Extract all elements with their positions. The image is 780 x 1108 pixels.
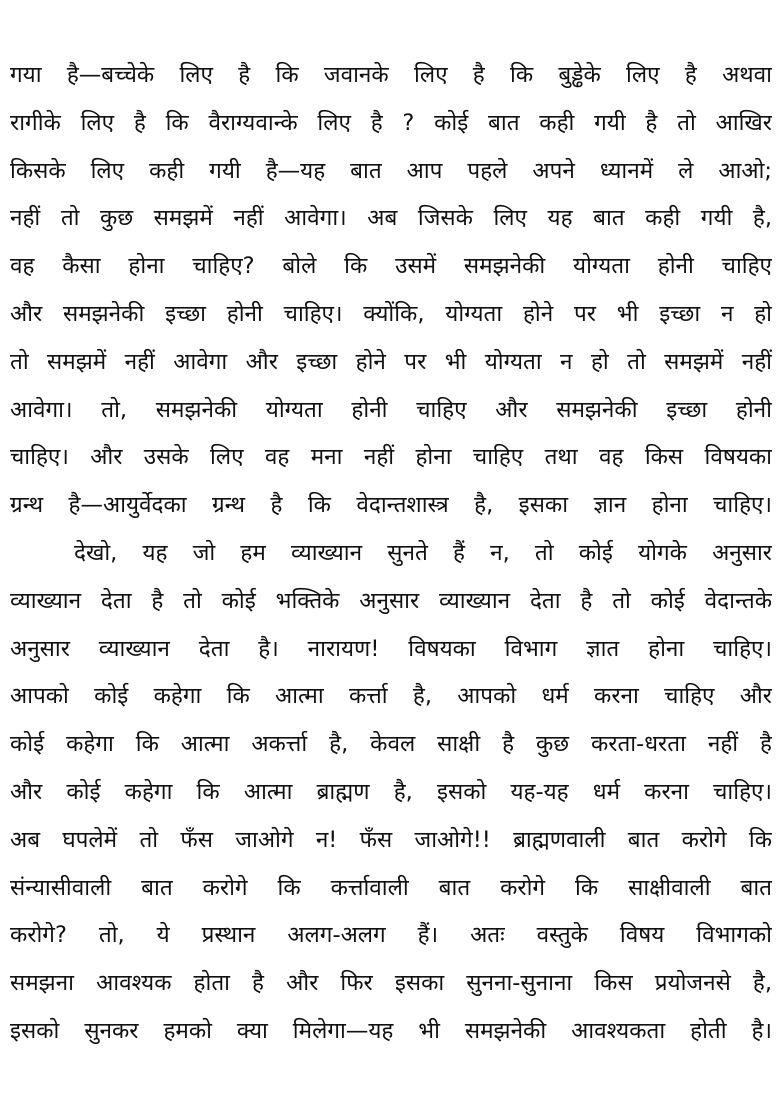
paragraph-2 [10, 530, 772, 1056]
text-line: गया है—बच्चेके लिए है कि जवानके लिए है कि बुड्ढेके लिए है अथवा [10, 62, 772, 88]
text-line: रागीके लिए है कि वैराग्यवान्के लिए है ? कोई बात कही गयी है तो आखिर [10, 109, 772, 136]
text-line: किसके लिए कही गयी है—यह बात आप पहले अपने ध्यानमें ले आओ; [10, 157, 772, 184]
text-line: अनुसार व्याख्यान देता है। नारायण! विषयका विभाग ज्ञात होना चाहिए। [10, 635, 772, 662]
text-line: नहीं तो कुछ समझमें नहीं आवेगा। अब जिसके लिए यह बात कही गयी है, [10, 205, 772, 232]
text-line: व्याख्यान देता है तो कोई भक्तिके अनुसार व्याख्यान देता है तो कोई वेदान्तके [10, 587, 772, 614]
paragraph-1 [10, 52, 772, 530]
text-line: और कोई कहेगा कि आत्मा ब्राह्मण है, इसको यह-यह धर्म करना चाहिए। [10, 778, 772, 805]
text-line: तो समझमें नहीं आवेगा और इच्छा होने पर भी योग्यता न हो तो समझमें नहीं [10, 348, 772, 375]
text-line: आवेगा। तो, समझनेकी योग्यता होनी चाहिए और समझनेकी इच्छा होनी [10, 396, 772, 423]
text-line: करोगे? तो, ये प्रस्थान अलग-अलग हैं। अतः वस्तुके विषय विभागको [10, 922, 772, 949]
text-line: अब घपलेमें तो फँस जाओगे न! फँस जाओगे!! ब्राह्मणवाली बात करोगे कि [10, 826, 772, 853]
document-page [10, 52, 772, 1056]
text-line: इसको सुनकर हमको क्या मिलेगा—यह भी समझनेकी आवश्यकता होती है। [10, 1017, 772, 1044]
text-line: ग्रन्थ है—आयुर्वेदका ग्रन्थ है कि वेदान्तशास्त्र है, इसका ज्ञान होना चाहिए। [10, 492, 772, 519]
text-line: संन्यासीवाली बात करोगे कि कर्त्तावाली बात करोगे कि साक्षीवाली बात [10, 874, 772, 901]
text-line: कोई कहेगा कि आत्मा अकर्त्ता है, केवल साक्षी है कुछ करता-धरता नहीं है [10, 731, 772, 758]
text-line: देखो, यह जो हम व्याख्यान सुनते हैं न, तो कोई योगके अनुसार [74, 539, 772, 566]
text-line: आपको कोई कहेगा कि आत्मा कर्त्ता है, आपको धर्म करना चाहिए और [10, 683, 772, 710]
text-line: वह कैसा होना चाहिए? बोले कि उसमें समझनेकी योग्यता होनी चाहिए [10, 253, 772, 280]
text-line: समझना आवश्यक होता है और फिर इसका सुनना-सुनाना किस प्रयोजनसे है, [10, 970, 772, 997]
text-line: और समझनेकी इच्छा होनी चाहिए। क्योंकि, योग्यता होने पर भी इच्छा न हो [10, 300, 772, 327]
text-line: चाहिए। और उसके लिए वह मना नहीं होना चाहिए तथा वह किस विषयका [10, 444, 772, 471]
